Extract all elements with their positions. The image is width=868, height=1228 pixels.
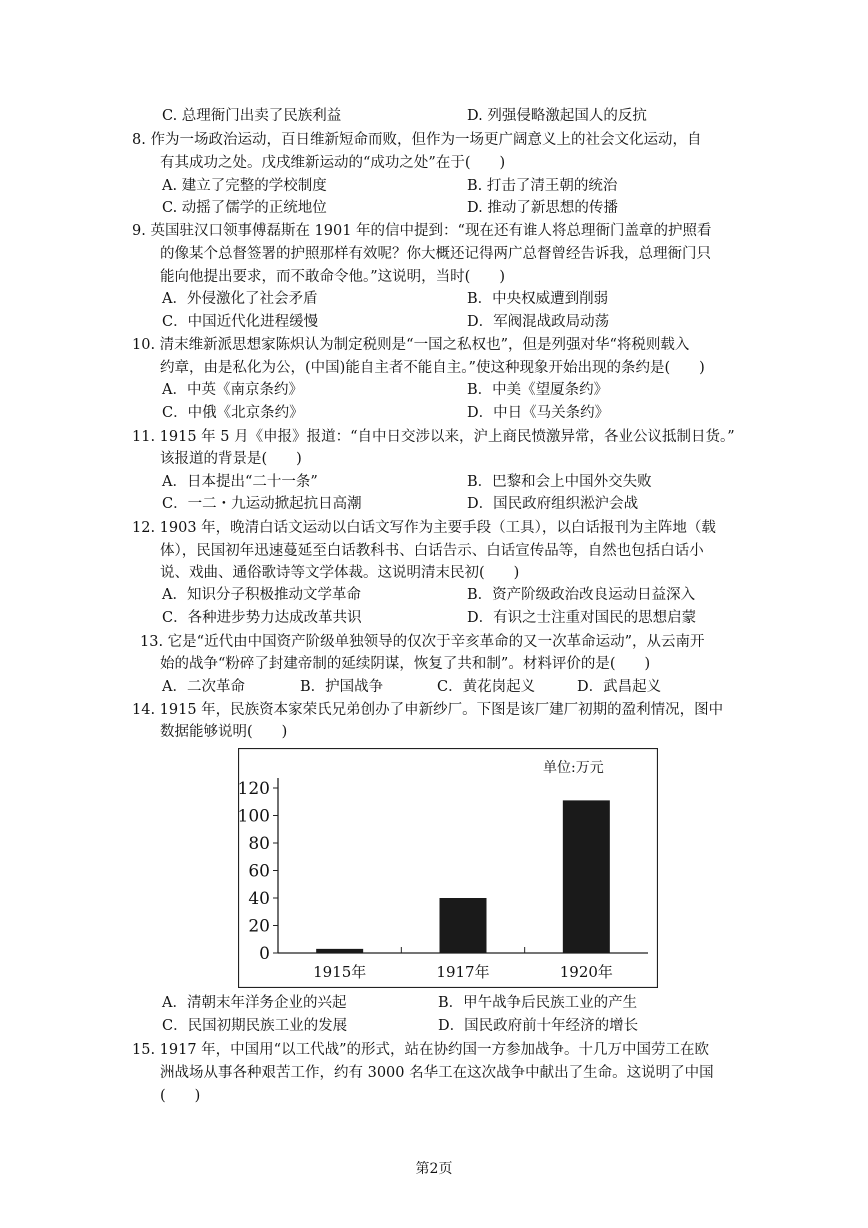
y-tick-label: 0 xyxy=(259,944,270,964)
q9-option-b: B．中央权威遭到削弱 xyxy=(467,291,609,307)
q11-option-d: D．国民政府组织淞沪会战 xyxy=(467,496,639,512)
y-tick-label: 20 xyxy=(248,916,270,937)
q13-stem-line1: 13. 它是“近代由中国资产阶级单独领导的仅次于辛亥革命的又一次革命运动”，从云南开 xyxy=(140,634,705,650)
q12-option-d: D．有识之士注重对国民的思想启蒙 xyxy=(467,610,697,626)
q14-stem-line2: 数据能够说明( ) xyxy=(160,724,288,740)
q13-option-a: A．二次革命 xyxy=(162,679,245,695)
q13-option-c: C．黄花岗起义 xyxy=(437,679,536,695)
q10-option-a: A．中英《南京条约》 xyxy=(162,382,303,398)
q14-stem-line1: 14. 1915 年，民族资本家荣氏兄弟创办了申新纱厂。下图是该厂建厂初期的盈利情况，图中 xyxy=(132,702,724,718)
q10-option-c: C．中俄《北京条约》 xyxy=(162,405,304,421)
y-tick-label: 100 xyxy=(238,806,270,827)
q8-option-c: C. 动摇了儒学的正统地位 xyxy=(162,200,327,216)
x-category-label: 1917年 xyxy=(436,963,490,981)
q13-option-b: B．护国战争 xyxy=(300,679,384,695)
x-category-label: 1915年 xyxy=(313,963,367,981)
q10-stem-line1: 10. 清末维新派思想家陈炽认为制定税则是“一国之私权也”，但是列强对华“将税则载入 xyxy=(132,337,690,353)
q7-option-d: D. 列强侵略激起国人的反抗 xyxy=(467,108,647,124)
q7-option-c: C. 总理衙门出卖了民族利益 xyxy=(162,108,342,124)
q10-option-d: D．中日《马关条约》 xyxy=(467,405,610,421)
q13-option-d: D．武昌起义 xyxy=(577,679,662,695)
q15-stem-line3: ( ) xyxy=(160,1088,201,1104)
q12-option-b: B．资产阶级政治改良运动日益深入 xyxy=(467,587,696,603)
y-tick-label: 40 xyxy=(248,889,270,909)
q11-stem-line1: 11. 1915 年 5 月《申报》报道：“自中日交涉以来，沪上商民愤激异常，各业公议抵制日货。” xyxy=(132,429,735,445)
bar xyxy=(316,949,363,953)
y-tick-label: 80 xyxy=(248,834,270,854)
q14-option-a: A．清朝末年洋务企业的兴起 xyxy=(162,995,347,1011)
q9-option-a: A．外侵激化了社会矛盾 xyxy=(162,291,318,307)
q8-option-b: B. 打击了清王朝的统治 xyxy=(467,178,618,194)
x-category-label: 1920年 xyxy=(559,963,613,981)
chart-unit-label: 单位:万元 xyxy=(543,760,604,776)
q8-option-a: A. 建立了完整的学校制度 xyxy=(162,178,327,194)
q9-stem-line3: 能向他提出要求，而不敢命令他。”这说明，当时( ) xyxy=(160,269,505,285)
q12-stem-line2: 体），民国初年迅速蔓延至白话教科书、白话告示、白话宣传品等，自然也包括白话小 xyxy=(160,543,704,559)
q8-stem-line1: 8. 作为一场政治运动，百日维新短命而败，但作为一场更广阔意义上的社会文化运动，自 xyxy=(132,132,702,148)
q10-stem-line2: 约章，由是私化为公，(中国)能自主者不能自主。”使这种现象开始出现的条约是( ) xyxy=(160,360,705,376)
q8-option-d: D. 推动了新思想的传播 xyxy=(467,200,618,216)
y-tick-label: 120 xyxy=(238,779,270,799)
q15-stem-line1: 15. 1917 年，中国用“以工代战”的形式，站在协约国一方参加战争。十几万中国劳工在欧 xyxy=(132,1042,710,1058)
bar xyxy=(440,898,487,953)
q12-option-a: A．知识分子积极推动文学革命 xyxy=(162,587,361,603)
profit-bar-chart xyxy=(238,748,658,988)
q10-option-b: B．中美《望厦条约》 xyxy=(467,382,609,398)
bar xyxy=(563,800,610,953)
page-number: 第2页 xyxy=(415,1161,453,1177)
q15-stem-line2: 洲战场从事各种艰苦工作，约有 3000 名华工在这次战争中献出了生命。这说明了中国 xyxy=(160,1065,714,1081)
q12-stem-line1: 12. 1903 年，晚清白话文运动以白话文写作为主要手段（工具），以白话报刊为主阵地（载 xyxy=(132,520,716,536)
q9-option-c: C．中国近代化进程缓慢 xyxy=(162,314,319,330)
q14-option-b: B．甲午战争后民族工业的产生 xyxy=(438,995,638,1011)
y-tick-label: 60 xyxy=(248,861,270,882)
q9-option-d: D．军阀混战政局动荡 xyxy=(467,314,610,330)
q11-stem-line2: 该报道的背景是( ) xyxy=(160,451,302,467)
q9-stem-line1: 9. 英国驻汉口领事傅磊斯在 1901 年的信中提到：“现在还有谁人将总理衙门盖章的护照看 xyxy=(132,223,712,239)
q11-option-a: A．日本提出“二十一条” xyxy=(162,474,318,490)
q9-stem-line2: 的像某个总督签署的护照那样有效呢？你大概还记得两广总督曾经告诉我，总理衙门只 xyxy=(160,246,711,262)
chart-x-labels xyxy=(313,963,613,981)
q8-stem-line2: 有其成功之处。戊戌维新运动的“成功之处”在于( ) xyxy=(160,155,506,171)
q14-option-c: C．民国初期民族工业的发展 xyxy=(162,1018,348,1034)
q11-option-c: C．一二・九运动掀起抗日高潮 xyxy=(162,496,362,512)
q12-option-c: C．各种进步势力达成改革共识 xyxy=(162,610,362,626)
q12-stem-line3: 说、戏曲、通俗歌诗等文学体裁。这说明清末民初( ) xyxy=(160,565,520,581)
q11-option-b: B．巴黎和会上中国外交失败 xyxy=(467,474,652,490)
q13-stem-line2: 始的战争“粉碎了封建帝制的延续阴谋，恢复了共和制”。材料评价的是( ) xyxy=(160,656,651,672)
q14-option-d: D．国民政府前十年经济的增长 xyxy=(438,1018,639,1034)
